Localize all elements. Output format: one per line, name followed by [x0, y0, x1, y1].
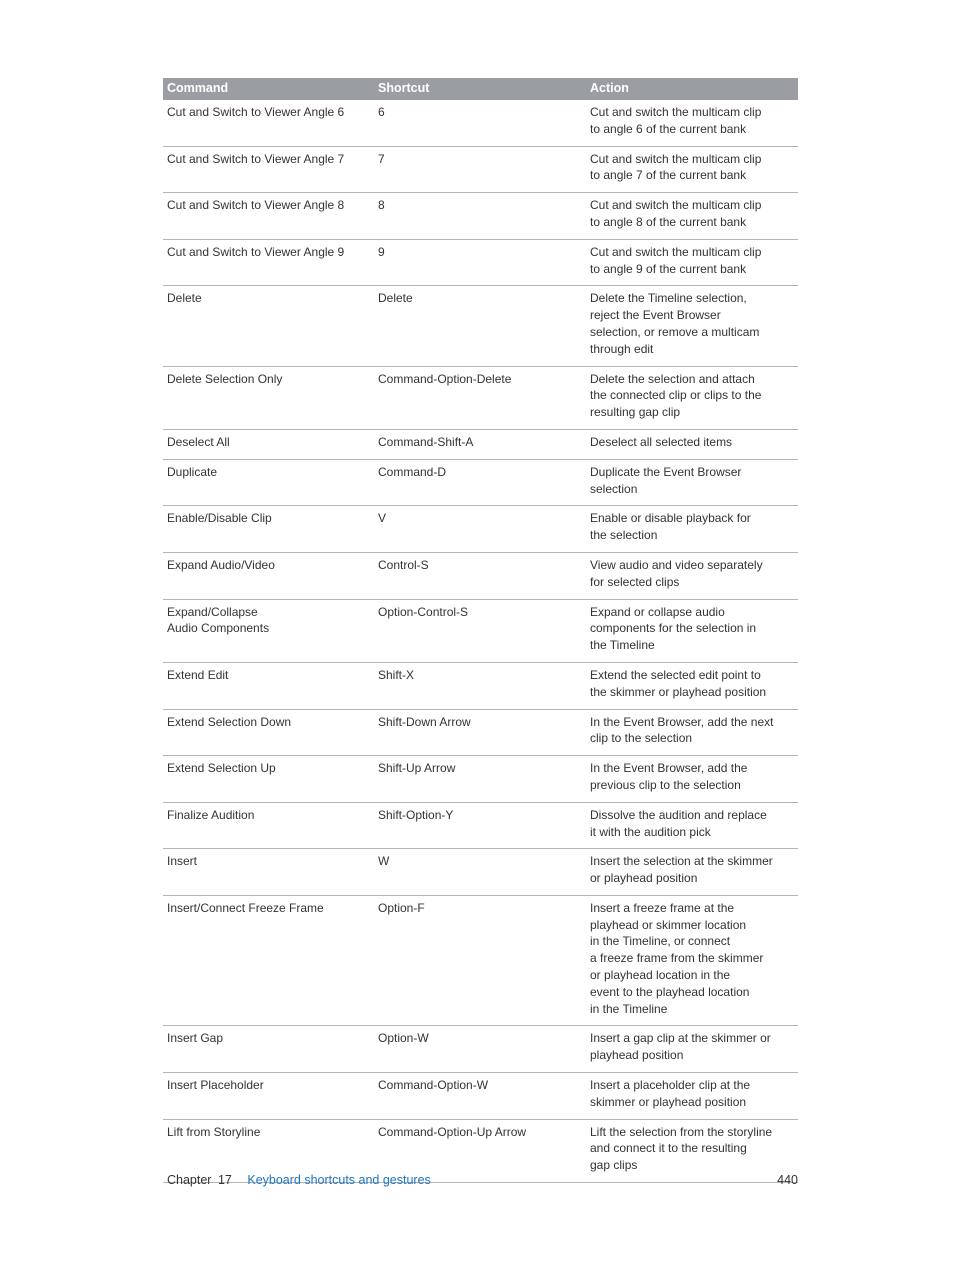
- header-shortcut: Shortcut: [374, 78, 586, 100]
- shortcut-cell: Delete: [374, 286, 586, 366]
- table-row: [163, 895, 798, 1026]
- table-row: [163, 1026, 798, 1073]
- table-row: [163, 146, 798, 193]
- command-cell: Extend Edit: [163, 662, 374, 709]
- page-number: 440: [777, 1173, 798, 1187]
- command-cell: Expand/Collapse Audio Components: [163, 599, 374, 662]
- command-cell: Duplicate: [163, 459, 374, 506]
- action-cell: Expand or collapse audio components for the selection in the Timeline: [586, 599, 798, 662]
- shortcut-cell: Control-S: [374, 552, 586, 599]
- action-cell: In the Event Browser, add the next clip to the selection: [586, 709, 798, 756]
- table-row: [163, 599, 798, 662]
- action-cell: Insert a gap clip at the skimmer or playhead position: [586, 1026, 798, 1073]
- table-row: [163, 849, 798, 896]
- shortcut-cell: Command-D: [374, 459, 586, 506]
- header-command: Command: [163, 78, 374, 100]
- shortcut-cell: Command-Shift-A: [374, 429, 586, 459]
- shortcut-cell: Option-W: [374, 1026, 586, 1073]
- command-cell: Insert/Connect Freeze Frame: [163, 895, 374, 1026]
- action-cell: View audio and video separately for selected clips: [586, 552, 798, 599]
- shortcut-cell: 7: [374, 146, 586, 193]
- table-row: [163, 662, 798, 709]
- shortcut-cell: 6: [374, 100, 586, 146]
- page-footer: [167, 1173, 798, 1187]
- table-row: [163, 286, 798, 366]
- command-cell: Cut and Switch to Viewer Angle 7: [163, 146, 374, 193]
- table-header-row: [163, 78, 798, 100]
- table-row: [163, 239, 798, 286]
- command-cell: Enable/Disable Clip: [163, 506, 374, 553]
- shortcuts-table: [163, 78, 798, 1183]
- command-cell: Cut and Switch to Viewer Angle 9: [163, 239, 374, 286]
- action-cell: Dissolve the audition and replace it with the audition pick: [586, 802, 798, 849]
- table-row: [163, 506, 798, 553]
- command-cell: Extend Selection Down: [163, 709, 374, 756]
- header-action: Action: [586, 78, 798, 100]
- shortcut-cell: 8: [374, 193, 586, 240]
- shortcut-cell: Option-F: [374, 895, 586, 1026]
- table-row: [163, 366, 798, 429]
- shortcut-cell: W: [374, 849, 586, 896]
- command-cell: Extend Selection Up: [163, 756, 374, 803]
- shortcut-cell: Shift-Up Arrow: [374, 756, 586, 803]
- table-row: [163, 802, 798, 849]
- action-cell: Duplicate the Event Browser selection: [586, 459, 798, 506]
- command-cell: Delete Selection Only: [163, 366, 374, 429]
- shortcut-cell: Shift-X: [374, 662, 586, 709]
- action-cell: In the Event Browser, add the previous clip to the selection: [586, 756, 798, 803]
- command-cell: Lift from Storyline: [163, 1119, 374, 1182]
- table-row: [163, 756, 798, 803]
- table-row: [163, 552, 798, 599]
- table-row: [163, 193, 798, 240]
- action-cell: Deselect all selected items: [586, 429, 798, 459]
- shortcut-cell: Option-Control-S: [374, 599, 586, 662]
- shortcut-cell: Shift-Option-Y: [374, 802, 586, 849]
- table-row: [163, 429, 798, 459]
- action-cell: Delete the Timeline selection, reject the Event Browser selection, or remove a multicam through edit: [586, 286, 798, 366]
- shortcut-cell: Command-Option-Up Arrow: [374, 1119, 586, 1182]
- shortcut-cell: V: [374, 506, 586, 553]
- shortcut-cell: 9: [374, 239, 586, 286]
- chapter-title-link[interactable]: Keyboard shortcuts and gestures: [247, 1173, 431, 1187]
- command-cell: Insert Placeholder: [163, 1073, 374, 1120]
- action-cell: Lift the selection from the storyline and connect it to the resulting gap clips: [586, 1119, 798, 1182]
- action-cell: Cut and switch the multicam clip to angle 7 of the current bank: [586, 146, 798, 193]
- table-row: [163, 100, 798, 146]
- action-cell: Cut and switch the multicam clip to angle 6 of the current bank: [586, 100, 798, 146]
- action-cell: Extend the selected edit point to the skimmer or playhead position: [586, 662, 798, 709]
- chapter-number: 17: [217, 1173, 232, 1187]
- command-cell: Deselect All: [163, 429, 374, 459]
- command-cell: Insert Gap: [163, 1026, 374, 1073]
- action-cell: Delete the selection and attach the connected clip or clips to the resulting gap clip: [586, 366, 798, 429]
- shortcut-cell: Command-Option-Delete: [374, 366, 586, 429]
- command-cell: Delete: [163, 286, 374, 366]
- shortcut-cell: Command-Option-W: [374, 1073, 586, 1120]
- action-cell: Cut and switch the multicam clip to angle 9 of the current bank: [586, 239, 798, 286]
- action-cell: Cut and switch the multicam clip to angle 8 of the current bank: [586, 193, 798, 240]
- table-row: [163, 1073, 798, 1120]
- shortcut-cell: Shift-Down Arrow: [374, 709, 586, 756]
- action-cell: Insert the selection at the skimmer or playhead position: [586, 849, 798, 896]
- command-cell: Cut and Switch to Viewer Angle 6: [163, 100, 374, 146]
- action-cell: Insert a placeholder clip at the skimmer or playhead position: [586, 1073, 798, 1120]
- command-cell: Insert: [163, 849, 374, 896]
- command-cell: Finalize Audition: [163, 802, 374, 849]
- chapter-label: Chapter: [167, 1173, 212, 1187]
- command-cell: Expand Audio/Video: [163, 552, 374, 599]
- action-cell: Insert a freeze frame at the playhead or skimmer location in the Timeline, or connect a freeze frame from the skimmer or playhead location in the event to the playhead location in the Timeline: [586, 895, 798, 1026]
- action-cell: Enable or disable playback for the selection: [586, 506, 798, 553]
- command-cell: Cut and Switch to Viewer Angle 8: [163, 193, 374, 240]
- table-row: [163, 459, 798, 506]
- table-row: [163, 709, 798, 756]
